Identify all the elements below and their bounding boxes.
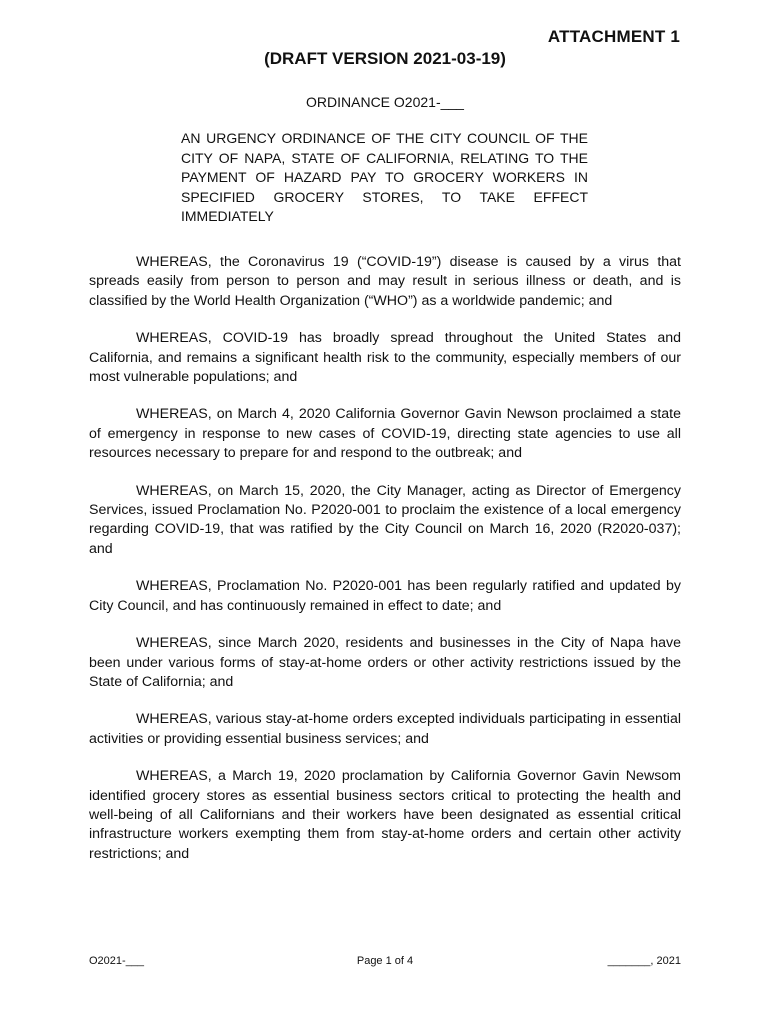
attachment-label: ATTACHMENT 1 — [547, 27, 680, 46]
whereas-paragraph-7: WHEREAS, various stay-at-home orders excepted individuals participating in essential activities or providing essential business services; and — [89, 711, 681, 747]
footer-ordinance-number: O2021-___ — [89, 955, 145, 967]
whereas-paragraph-3: WHEREAS, on March 4, 2020 California Governor Gavin Newson proclaimed a state of emergency in response to new cases of COVID-19, directing state agencies to use all resources necessary to prepare for and respond to the outbreak; and — [89, 406, 681, 462]
draft-version-heading: (DRAFT VERSION 2021-03-19) — [264, 49, 506, 68]
whereas-paragraph-6: WHEREAS, since March 2020, residents and businesses in the City of Napa have been under various forms of stay-at-home orders or other activity restrictions issued by the State of California; and — [89, 635, 681, 690]
footer-date: _______, 2021 — [607, 955, 681, 967]
whereas-paragraph-8: WHEREAS, a March 19, 2020 proclamation by California Governor Gavin Newsom identified grocery stores as essential business sectors critical to protecting the health and well-being of all Californians and their workers have been designated as essential critical infrastructure workers exempting them from stay-at-home orders and certain other activity restrictions; and — [89, 768, 681, 862]
ordinance-title: AN URGENCY ORDINANCE OF THE CITY COUNCIL OF THE CITY OF NAPA, STATE OF CALIFORNIA, RELATING TO THE PAYMENT OF HAZARD PAY TO GROCERY WORKERS IN SPECIFIED GROCERY STORES, TO TAKE EFFECT IMMEDIATELY — [181, 130, 588, 224]
document-body — [89, 253, 681, 882]
ordinance-number: ORDINANCE O2021-___ — [306, 94, 464, 110]
whereas-paragraph-1: WHEREAS, the Coronavirus 19 (“COVID-19”) disease is caused by a virus that spreads easily from person to person and may result in serious illness or death, and is classified by the World Health Organization (“WHO”) as a worldwide pandemic; and — [89, 254, 681, 309]
footer-page-number: Page 1 of 4 — [356, 955, 414, 967]
whereas-paragraph-2: WHEREAS, COVID-19 has broadly spread throughout the United States and California, and remains a significant health risk to the community, especially members of our most vulnerable populations; and — [89, 330, 681, 386]
whereas-paragraph-4: WHEREAS, on March 15, 2020, the City Manager, acting as Director of Emergency Services, issued Proclamation No. P2020-001 to proclaim the existence of a local emergency regarding COVID-19, that was ratified by the City Council on March 16, 2020 (R2020-037); and — [89, 482, 681, 557]
page-footer — [89, 955, 681, 971]
whereas-paragraph-5: WHEREAS, Proclamation No. P2020-001 has been regularly ratified and updated by City Council, and has continuously remained in effect to date; and — [89, 578, 681, 614]
